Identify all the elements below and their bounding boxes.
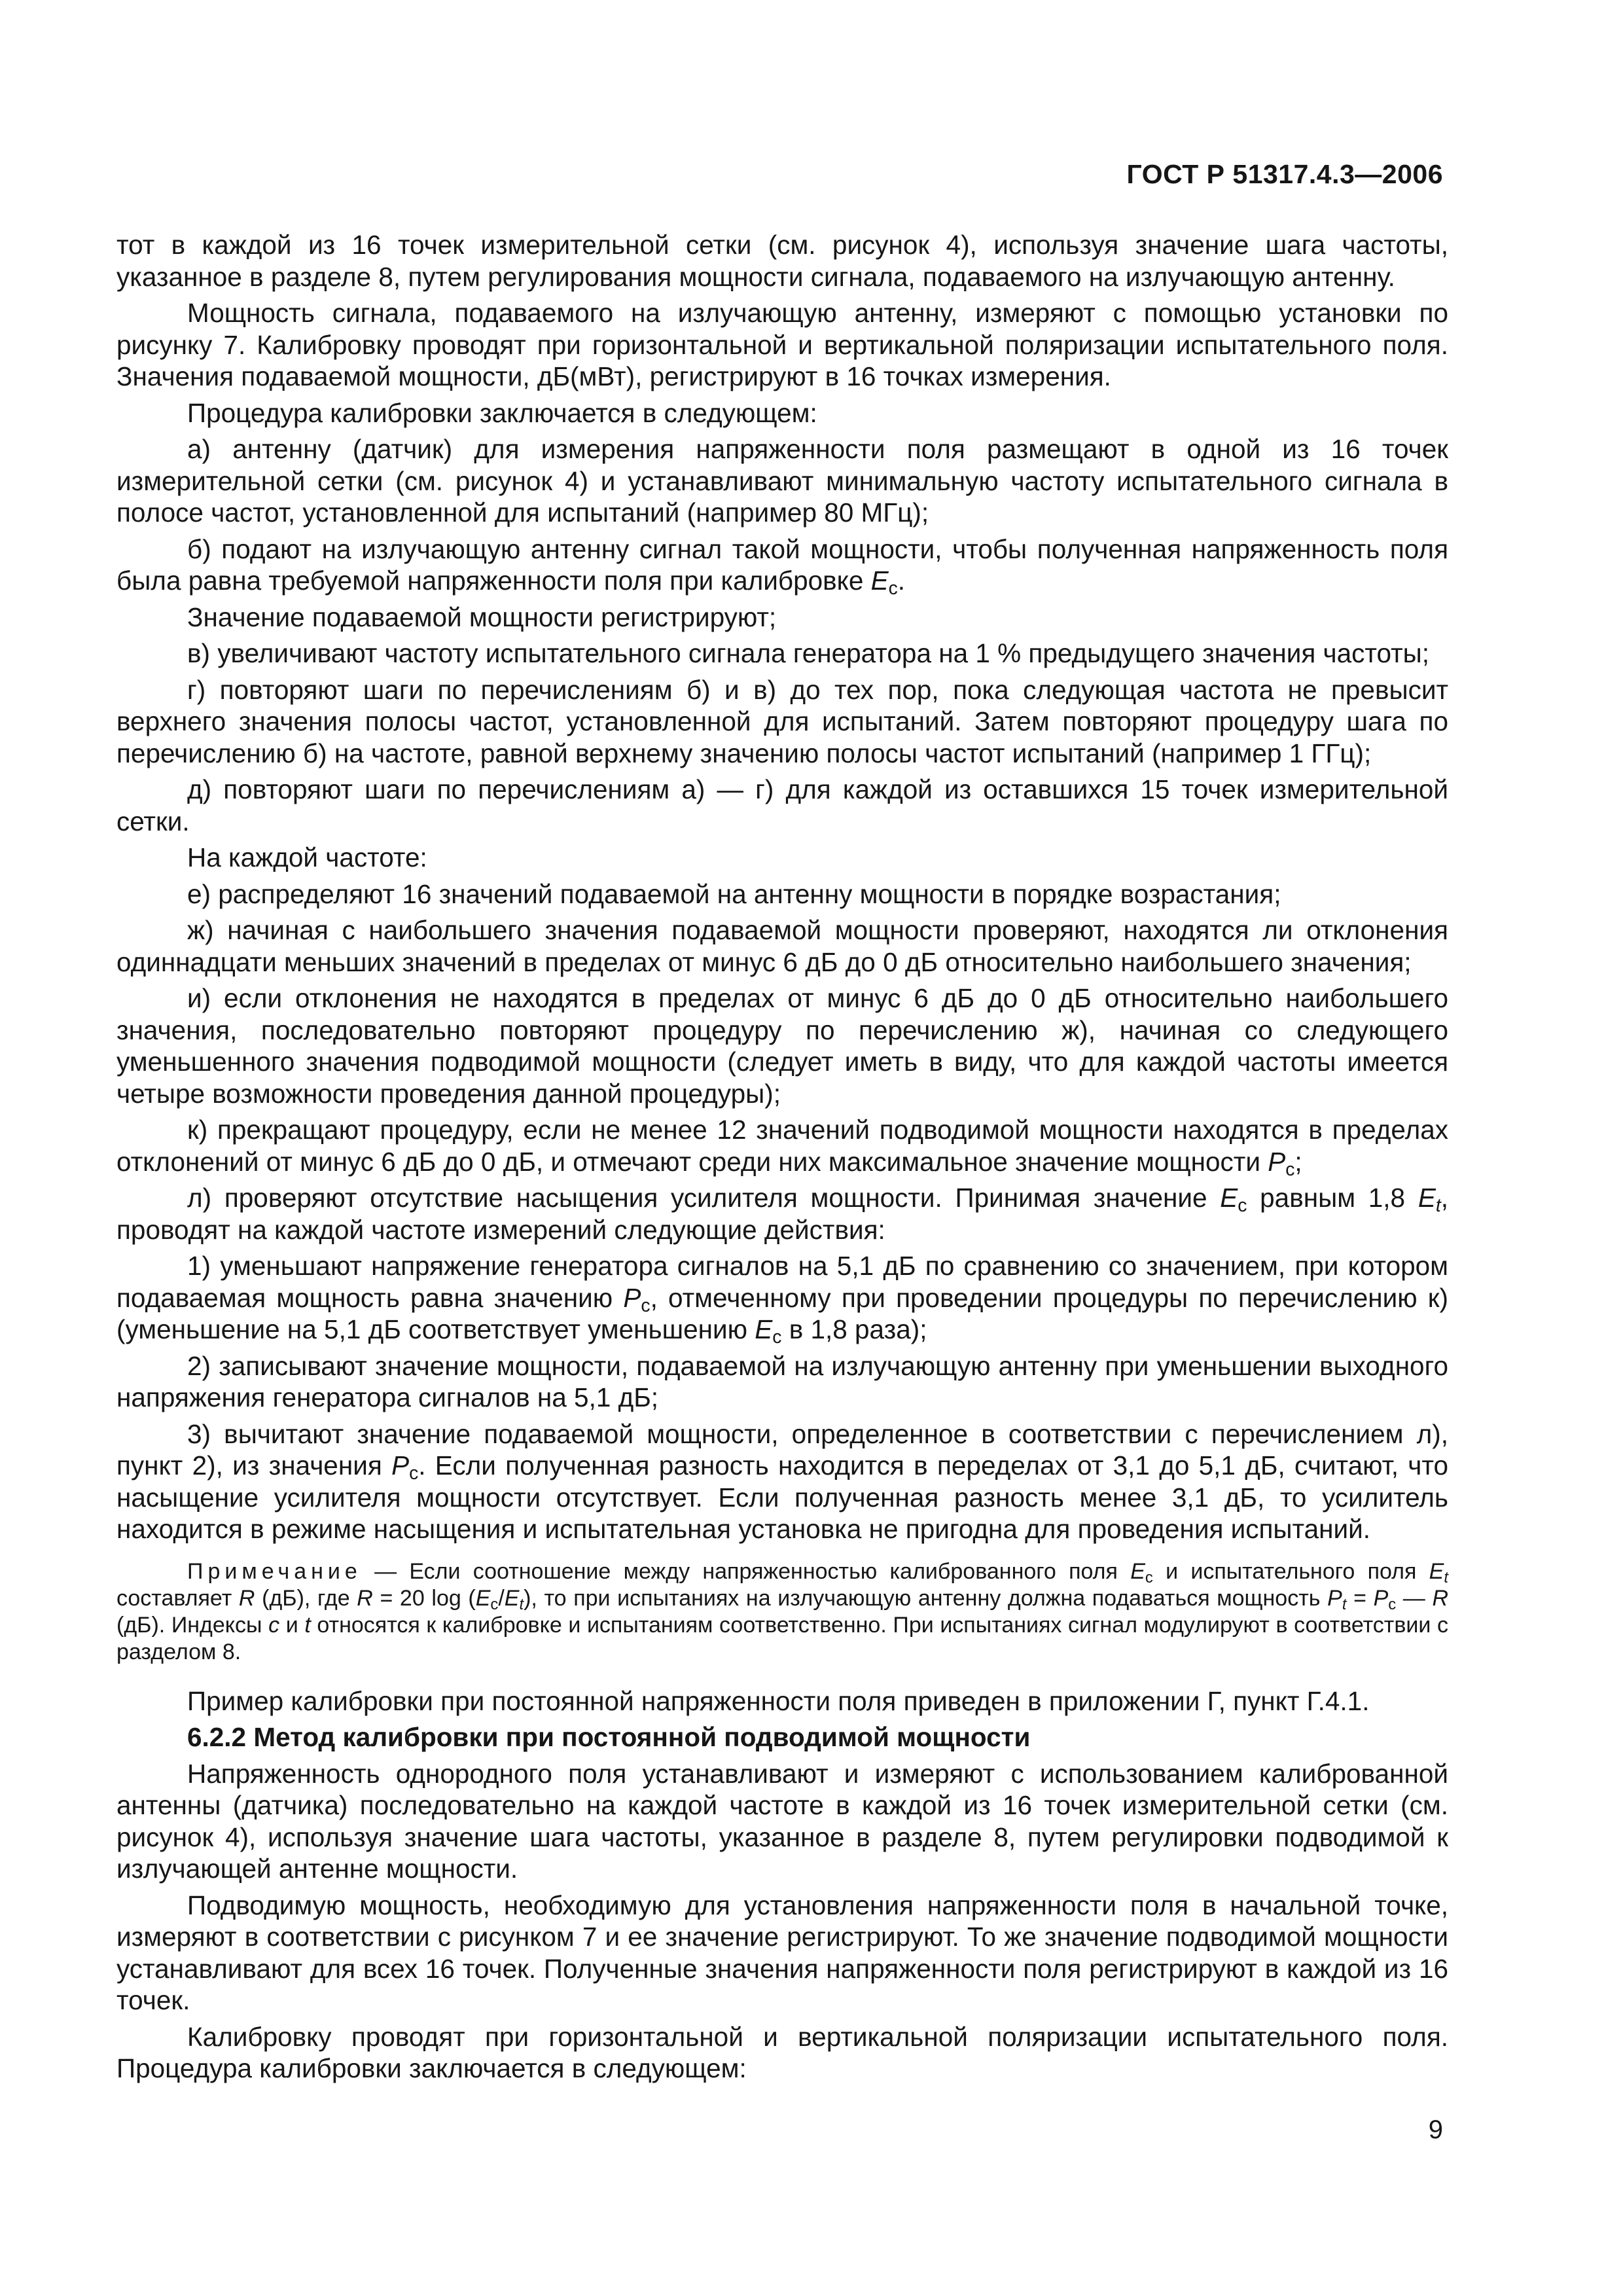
list-item-e: е) распределяют 16 значений подаваемой на антенну мощности в порядке возрастания;	[187, 878, 1281, 909]
list-item-g: г) повторяют шаги по перечислениям б) и в) до тех пор, пока следующая частота не превысит верхнего значения полосы частот, установленной для испытаний. Затем повторяют процедуру шага по перечислению б) на частоте, равной верхнему значению полосы частот испытаний (например 1 ГГц);	[116, 674, 1448, 768]
list-item-v: в) увеличивают частоту испытательного сигнала генератора на 1 % предыдущего значения частоты;	[187, 638, 1430, 668]
paragraph: Калибровку проводят при горизонтальной и вертикальной поляризации испытательного поля. Процедура калибровки заключается в следующем:	[116, 2021, 1448, 2083]
note: Примечание — Если соотношение между напряженностью калиброванного поля $E_c$ и испытательного поля $E_t$ составляет R (дБ), где R = 20 $\log (E_c/E_t)$, то при испытаниях на излучающую антенну должна подаваться мощность $P_t = P_c$ — R (дБ). Индексы c и t относятся к калибровке и испытаниям соответственно. При испытаниях сигнал модулируют в соответствии с разделом 8.	[116, 1558, 1449, 1664]
page-number: 9	[1428, 2115, 1443, 2144]
paragraph: Процедура калибровки заключается в следующем:	[187, 397, 817, 428]
paragraph: Значение подаваемой мощности регистрируют;	[187, 601, 777, 632]
sub-item-1: 1) уменьшают напряжение генератора сигналов на 5,1 дБ по сравнению со значением, при котором подаваемая мощность равна значению $P_c$, отмеченному при проведении процедуры по перечислению к) (уменьшение на 5,1 дБ соответствует уменьшению $E_c$ в 1,8 раза);	[116, 1251, 1448, 1348]
list-item-k: к) прекращают процедуру, если не менее 12 значений подводимой мощности находятся в пределах отклонений от минус 6 дБ до 0 дБ, и отмечают среди них максимальное значение мощности $P_c$;	[116, 1115, 1448, 1180]
sub-item-2: 2) записывают значение мощности, подаваемой на излучающую антенну при уменьшении выходного напряжения генератора сигналов на 5,1 дБ;	[116, 1350, 1448, 1412]
list-item-i: и) если отклонения не находятся в пределах от минус 6 дБ до 0 дБ относительно наибольшего значения, последовательно повторяют процедуру по перечислению ж), начиная со следующего уменьшенного значения подводимой мощности (следует иметь в виду, что для каждой частоты имеется четыре возможности проведения данной процедуры);	[116, 983, 1448, 1109]
paragraph: тот в каждой из 16 точек измерительной сетки (см. рисунок 4), используя значение шага частоты, указанное в разделе 8, путем регулирования мощности сигнала, подаваемого на излучающую антенну.	[116, 230, 1448, 292]
document-header: ГОСТ Р 51317.4.3—2006	[1126, 159, 1443, 189]
paragraph: На каждой частоте:	[187, 842, 427, 872]
paragraph: Напряженность однородного поля устанавливают и измеряют с использованием калиброванной антенны (датчика) последовательно на каждой частоте в каждой из 16 точек измерительной сетки (см. рисунок 4), используя значение шага частоты, указанное в разделе 8, путем регулировки подводимой к излучающей антенне мощности.	[116, 1758, 1448, 1884]
paragraph: Подводимую мощность, необходимую для установления напряженности поля в начальной точке, измеряют в соответствии с рисунком 7 и ее значение регистрируют. То же значение подводимой мощности устанавливают для всех 16 точек. Полученные значения напряженности поля регистрируют в каждой из 16 точек.	[116, 1890, 1448, 2015]
list-item-zh: ж) начиная с наибольшего значения подаваемой мощности проверяют, находятся ли отклонения одиннадцати меньших значений в пределах от минус 6 дБ до 0 дБ относительно наибольшего значения;	[116, 915, 1448, 977]
paragraph: Пример калибровки при постоянной напряженности поля приведен в приложении Г, пункт Г.4.1.	[187, 1685, 1370, 1716]
list-item-d: д) повторяют шаги по перечислениям а) — г) для каждой из оставшихся 15 точек измерительной сетки.	[116, 774, 1448, 836]
list-item-a: а) антенну (датчик) для измерения напряженности поля размещают в одной из 16 точек измерительной сетки (см. рисунок 4) и устанавливают минимальную частоту испытательного сигнала в полосе частот, установленной для испытаний (например 80 МГц);	[116, 434, 1448, 528]
list-item-l: л) проверяют отсутствие насыщения усилителя мощности. Принимая значение $E_c$ равным 1,8 $E_t$, проводят на каждой частоте измерений следующие действия:	[116, 1183, 1448, 1245]
paragraph: Мощность сигнала, подаваемого на излучающую антенну, измеряют с помощью установки по рисунку 7. Калибровку проводят при горизонтальной и вертикальной поляризации испытательного поля. Значения подаваемой мощности, дБ(мВт), регистрируют в 16 точках измерения.	[116, 298, 1448, 391]
list-item-b: б) подают на излучающую антенну сигнал такой мощности, чтобы полученная напряженность поля была равна требуемой напряженности поля при калибровке $E_c$.	[116, 533, 1448, 600]
section-heading: 6.2.2 Метод калибровки при постоянной подводимой мощности	[187, 1722, 1031, 1752]
document-body	[116, 229, 1448, 2089]
sub-item-3: 3) вычитают значение подаваемой мощности, определенное в соответствии с перечислением л), пункт 2), из значения $P_c$. Если полученная разность находится в переделах от 3,1 до 5,1 дБ, считают, что насыщение усилителя мощности отсутствует. Если полученная разность менее 3,1 дБ, то усилитель находится в режиме насыщения и испытательная установка не пригодна для проведения испытаний.	[116, 1418, 1448, 1544]
